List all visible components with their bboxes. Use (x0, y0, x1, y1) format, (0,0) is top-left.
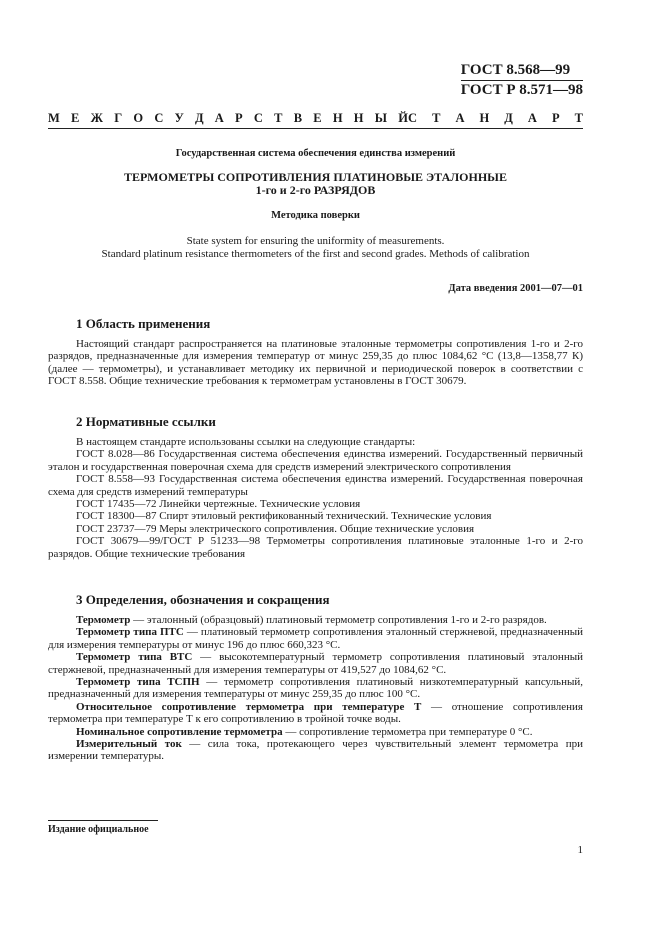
banner-letter: Н (332, 110, 343, 125)
section-1-body (48, 338, 583, 388)
definition-item (48, 676, 583, 701)
banner-letter: Ж (90, 110, 103, 125)
section-1-heading: 1 Область применения (76, 316, 211, 331)
definition-item (48, 626, 583, 651)
definition-text: — сопротивление термометра при температуре 0 °С. (282, 725, 533, 738)
definition-item (48, 651, 583, 676)
reference-item: В настоящем стандарте использованы ссылки на следующие стандарты: (76, 436, 416, 448)
definition-text: — высокотемпературный термометр сопротивления платиновый эталонный стержневой, предназначенный для измерения температуры от 419,527 до 1084,62 °С. (48, 651, 583, 676)
banner-letter: М (48, 110, 60, 125)
definition-text: — эталонный (образцовый) платиновый термометр сопротивления 1-го и 2-го разрядов. (130, 614, 547, 626)
banner-letter: Р (551, 110, 560, 125)
banner-letter: Н (479, 110, 490, 125)
banner-letter: Р (235, 110, 243, 125)
banner-letter: Й (398, 110, 408, 125)
definition-item (48, 726, 583, 738)
banner-letter: С (154, 110, 164, 125)
main-title-line-1: ТЕРМОМЕТРЫ СОПРОТИВЛЕНИЯ ПЛАТИНОВЫЕ ЭТАЛОННЫЕ (124, 170, 507, 184)
gost-number-2: ГОСТ Р 8.571—98 (460, 82, 583, 98)
banner-letter: С (408, 110, 418, 125)
definition-item (48, 614, 583, 626)
banner-letter: Н (353, 110, 364, 125)
reference-item: ГОСТ 23737—79 Меры электрического сопротивления. Общие технические условия (76, 522, 475, 535)
banner-letter: О (133, 110, 144, 125)
introduction-date: Дата введения 2001—07—01 (448, 283, 583, 294)
main-title (48, 171, 583, 197)
gost-number-1: ГОСТ 8.568—99 (461, 62, 583, 81)
definition-term: Номинальное сопротивление термометра (76, 725, 283, 738)
banner-word-standard (408, 111, 583, 126)
banner-letter: Т (274, 110, 283, 125)
banner-letter: Т (574, 110, 583, 125)
subtitle: Методика поверки (271, 210, 360, 221)
section-3-heading: 3 Определения, обозначения и сокращения (76, 592, 330, 607)
definition-text: — сила тока, протекающего через чувствительный элемент термометра при измерении температуры. (48, 738, 583, 763)
banner-letter: Ы (374, 110, 388, 125)
section-3-body (48, 614, 583, 763)
section-2-heading: 2 Нормативные ссылки (76, 414, 216, 429)
section-2-body (48, 436, 583, 560)
reference-item: ГОСТ 30679—99/ГОСТ Р 51233—98 Термометры сопротивления платиновые эталонные 1-го и 2-го разрядов. Общие технические требования (48, 535, 583, 560)
banner-letter: В (293, 110, 303, 125)
definition-text: — отношение сопротивления термометра при температуре Т к его сопротивлению в тройной точке воды. (48, 700, 583, 726)
definition-term: Измерительный ток (76, 738, 182, 751)
banner-letter: С (253, 110, 263, 125)
banner-letter: А (455, 110, 465, 125)
english-title-line-2: Standard platinum resistance thermometers of the first and second grades. Methods of calibration (101, 248, 530, 260)
banner-letter: Е (313, 110, 322, 125)
definition-term: Термометр типа ПТС (76, 626, 184, 639)
banner-word-interstate (48, 111, 408, 126)
reference-item: ГОСТ 8.028—86 Государственная система обеспечения единства измерений. Государственный первичный эталон и государственная поверочная схема для средств измерений электрического сопротивления (48, 448, 583, 473)
section-1-paragraph: Настоящий стандарт распространяется на платиновые эталонные термометры сопротивления 1-го и 2-го разрядов, предназначенные для измерения температур от минус 259,35 до плюс 1084,62 °С (13,8—1358,77 К) (далее — термометры), и устанавливает методику их первичной и периодической поверок в соответствии с ГОСТ 8.558. Общие технические требования к термометрам установлены в ГОСТ 30679. (48, 338, 583, 388)
interstate-standard-banner (48, 108, 583, 129)
banner-letter: Д (504, 110, 513, 125)
reference-item: ГОСТ 8.558—93 Государственная система обеспечения единства измерений. Государственная поверочная схема для средств измерений температуры (48, 473, 583, 498)
definition-item (48, 738, 583, 763)
definition-term: Термометр типа ВТС (76, 651, 193, 664)
banner-letter: Г (114, 110, 123, 125)
english-title (48, 235, 583, 261)
banner-letter: У (174, 110, 184, 125)
main-title-line-2: 1-го и 2-го РАЗРЯДОВ (255, 183, 376, 197)
reference-item: ГОСТ 17435—72 Линейки чертежные. Технические условия (76, 498, 361, 511)
definition-text: — термометр сопротивления платиновый низкотемпературный капсульный, предназначенный для измерения температуры от минус 259,35 до плюс 100 °С. (48, 676, 583, 701)
banner-letter: А (527, 110, 537, 125)
page-number: 1 (577, 844, 583, 856)
english-title-line-1: State system for ensuring the uniformity of measurements. (186, 235, 445, 247)
definition-term: Термометр типа ТСПН (76, 676, 200, 689)
banner-letter: Е (71, 110, 80, 125)
banner-letter: А (214, 110, 224, 125)
reference-item: ГОСТ 18300—87 Спирт этиловый ректификованный технический. Технические условия (76, 510, 492, 523)
official-edition-label: Издание официальное (48, 824, 149, 835)
banner-letter: Д (194, 110, 204, 125)
definition-item (48, 701, 583, 726)
definition-term: Термометр (76, 614, 131, 626)
definition-term: Относительное сопротивление термометра при температуре Т (76, 700, 422, 713)
footer-divider (48, 820, 158, 821)
gost-designation (461, 62, 583, 99)
system-title: Государственная система обеспечения единства измерений (175, 148, 456, 159)
banner-letter: Т (432, 110, 441, 125)
definition-text: — платиновый термометр сопротивления эталонный стержневой, предназначенный для измерения температуры от минус 196 до плюс 660,323 °С. (48, 626, 583, 651)
